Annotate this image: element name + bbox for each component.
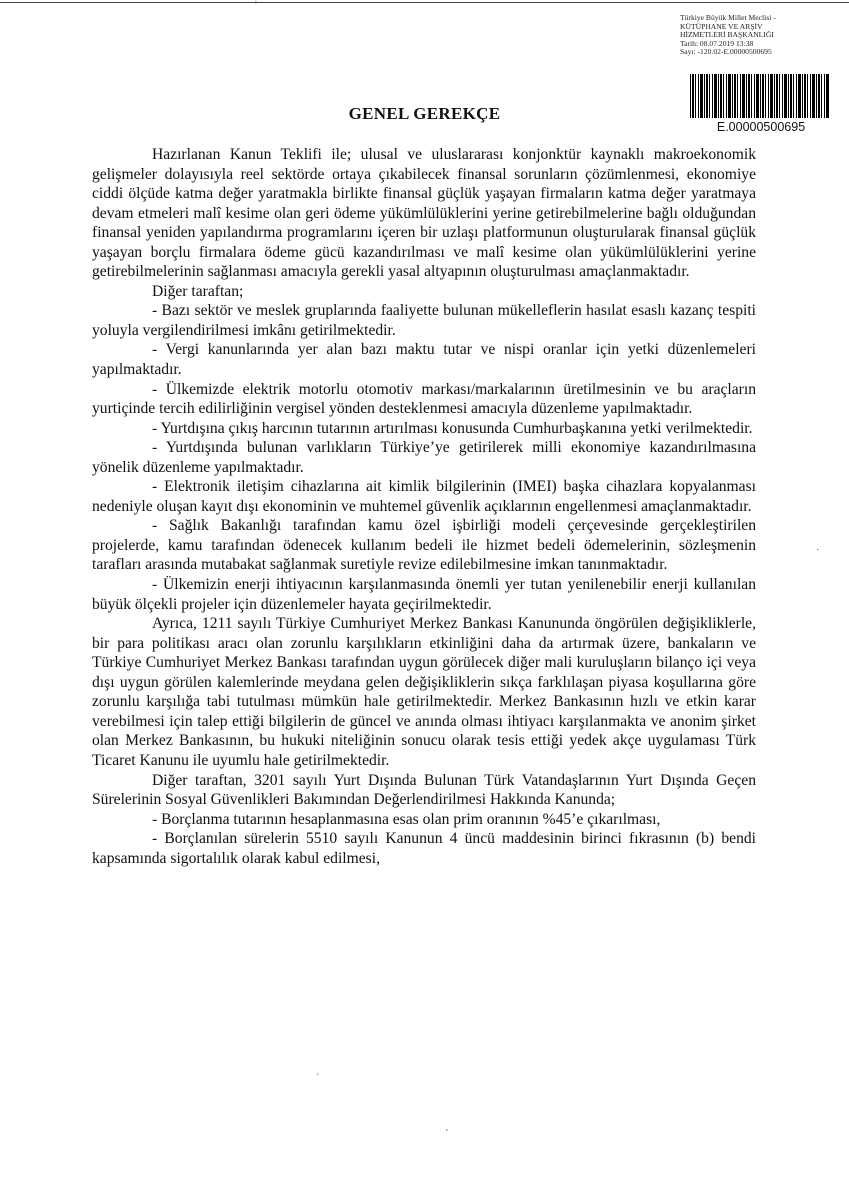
barcode-number: E.00000500695 xyxy=(716,120,806,134)
paragraph: - Yurtdışına çıkış harcının tutarının artırılması konusunda Cumhurbaşkanına yetki verilmektedir. xyxy=(152,419,753,437)
paragraph: - Ülkemizin enerji ihtiyacının karşılanmasında önemli yer tutan yenilenebilir enerji kullanılan büyük ölçekli projeler için düzenlemeler hayata geçirilmektedir. xyxy=(92,576,756,613)
stamp-line: Tarih: 08.07.2019 13:38 xyxy=(680,38,754,48)
paragraph: Hazırlanan Kanun Teklifi ile; ulusal ve uluslararası konjonktür kaynaklı makroekonomik gelişmeler dolayısıyla reel sektörde ortaya çıkabilecek finansal sorunların çözümlenmesi, ekonomiye ciddi ölçüde katma değer yaratmakla birlikte finansal güçlük yaşayan firmaların katma değer yaratmaya devam etmeleri malî kesime olan geri ödeme yükümlülüklerini yerine getirebilmelerine bağlı olduğundan finansal yeniden yapılandırma programlarını içeren bir uzlaşı platformunun oluşturularak finansal güçlük yaşayan borçlu firmalara ödeme gücü kazandırılması ve malî kesime olan yükümlülüklerini yerine getirebilmelerinin sağlanması amacıyla gerekli yasal altyapının oluşturulması amaçlanmaktadır. xyxy=(92,146,756,281)
paragraph: Ayrıca, 1211 sayılı Türkiye Cumhuriyet Merkez Bankası Kanununda öngörülen değişikliklerle, bir para politikası aracı olan zorunlu karşılıkların etkinliğini daha da artırmak üzere, bankaların ve Türkiye Cumhuriyet Merkez Bankası tarafından uygun görülecek diğer mali kuruluşların bilanço içi veya dışı uygun görülen kalemlerinde meydana gelen değişikliklerin sıkça farklılaşan piyasa koşullarına göre zorunlu karşılığa tabi tutulması mümkün hale getirilmektedir. Merkez Bankasının hızlı ve etkin karar verebilmesi için talep ettiği bilgilerin de güncel ve anında olması ihtiyacı karşılanmakta ve anonim şirket olan Merkez Bankasının, bu hukuki niteliğinin sonucu olarak tesis ettiği yedek akçe uygulaması Türk Ticaret Kanunu ile uyumlu hale getirilmektedir. xyxy=(92,615,756,769)
scan-speck: ` xyxy=(316,1073,320,1084)
stamp-line: KÜTÜPHANE VE ARŞİV xyxy=(680,21,763,31)
paragraph: - Ülkemizde elektrik motorlu otomotiv markası/markalarının üretilmesinin ve bu araçların yurtiçinde tercih edilirliğinin vergisel yönden desteklenmesi amacıyla düzenleme yapılmaktadır. xyxy=(92,380,756,418)
paragraph: - Sağlık Bakanlığı tarafından kamu özel işbirliği modeli çerçevesinde gerçekleştirilen projelerde, kamu tarafından ödenecek kullanım bedeli ile hizmet bedeli ödemelerinin, sözleşmenin tarafları arasında mutabakat sağlanmak suretiyle revize edilebilmesine imkan tanınmaktadır. xyxy=(92,517,756,574)
paragraph: Diğer taraftan; xyxy=(152,282,244,300)
document-body xyxy=(92,145,756,868)
stamp-line: Türkiye Büyük Millet Meclisi - xyxy=(680,13,776,22)
scan-speck: · xyxy=(816,545,820,556)
paragraph: - Elektronik iletişim cihazlarına ait kimlik bilgilerinin (IMEI) başka cihazlara kopyalanması nedeniyle oluşan kayıt dışı ekonominin ve muhtemel güvenlik açıklarının engellenmesi amaçlanmaktadır. xyxy=(92,478,756,515)
paragraph: - Bazı sektör ve meslek gruplarında faaliyette bulunan mükelleflerin hasılat esaslı kazanç tespiti yoluyla vergilendirilmesi imkânı getirilmektedir. xyxy=(92,302,756,339)
stamp-line: HİZMETLERİ BAŞKANLIĞI xyxy=(680,30,774,40)
paragraph: - Borçlanılan sürelerin 5510 sayılı Kanunun 4 üncü maddesinin birinci fıkrasının (b) bendi kapsamında sigortalılık olarak kabul edilmesi, xyxy=(92,830,756,867)
paragraph: - Vergi kanunlarında yer alan bazı maktu tutar ve nispi oranlar için yetki düzenlemeleri yapılmaktadır. xyxy=(92,341,756,379)
paragraph: - Borçlanma tutarının hesaplanmasına esas olan prim oranının %45’e çıkarılması, xyxy=(152,810,661,828)
top-scan-line xyxy=(0,2,849,3)
paragraph: Diğer taraftan, 3201 sayılı Yurt Dışında Bulunan Türk Vatandaşlarının Yurt Dışında Geçen Sürelerinin Sosyal Güvenlikleri Bakımından Değerlendirilmesi Hakkında Kanunda; xyxy=(92,771,756,809)
registry-stamp xyxy=(680,14,830,57)
stamp-line: Sayı: -120.02-E.00000500695 xyxy=(680,47,772,57)
scan-speck: ' xyxy=(255,0,257,11)
paragraph: - Yurtdışında bulunan varlıkların Türkiye’ye getirilerek milli ekonomiye kazandırılmasına yönelik düzenleme yapılmaktadır. xyxy=(92,439,756,476)
scan-speck: ' xyxy=(446,1128,448,1139)
document-title: GENEL GEREKÇE xyxy=(348,104,501,123)
